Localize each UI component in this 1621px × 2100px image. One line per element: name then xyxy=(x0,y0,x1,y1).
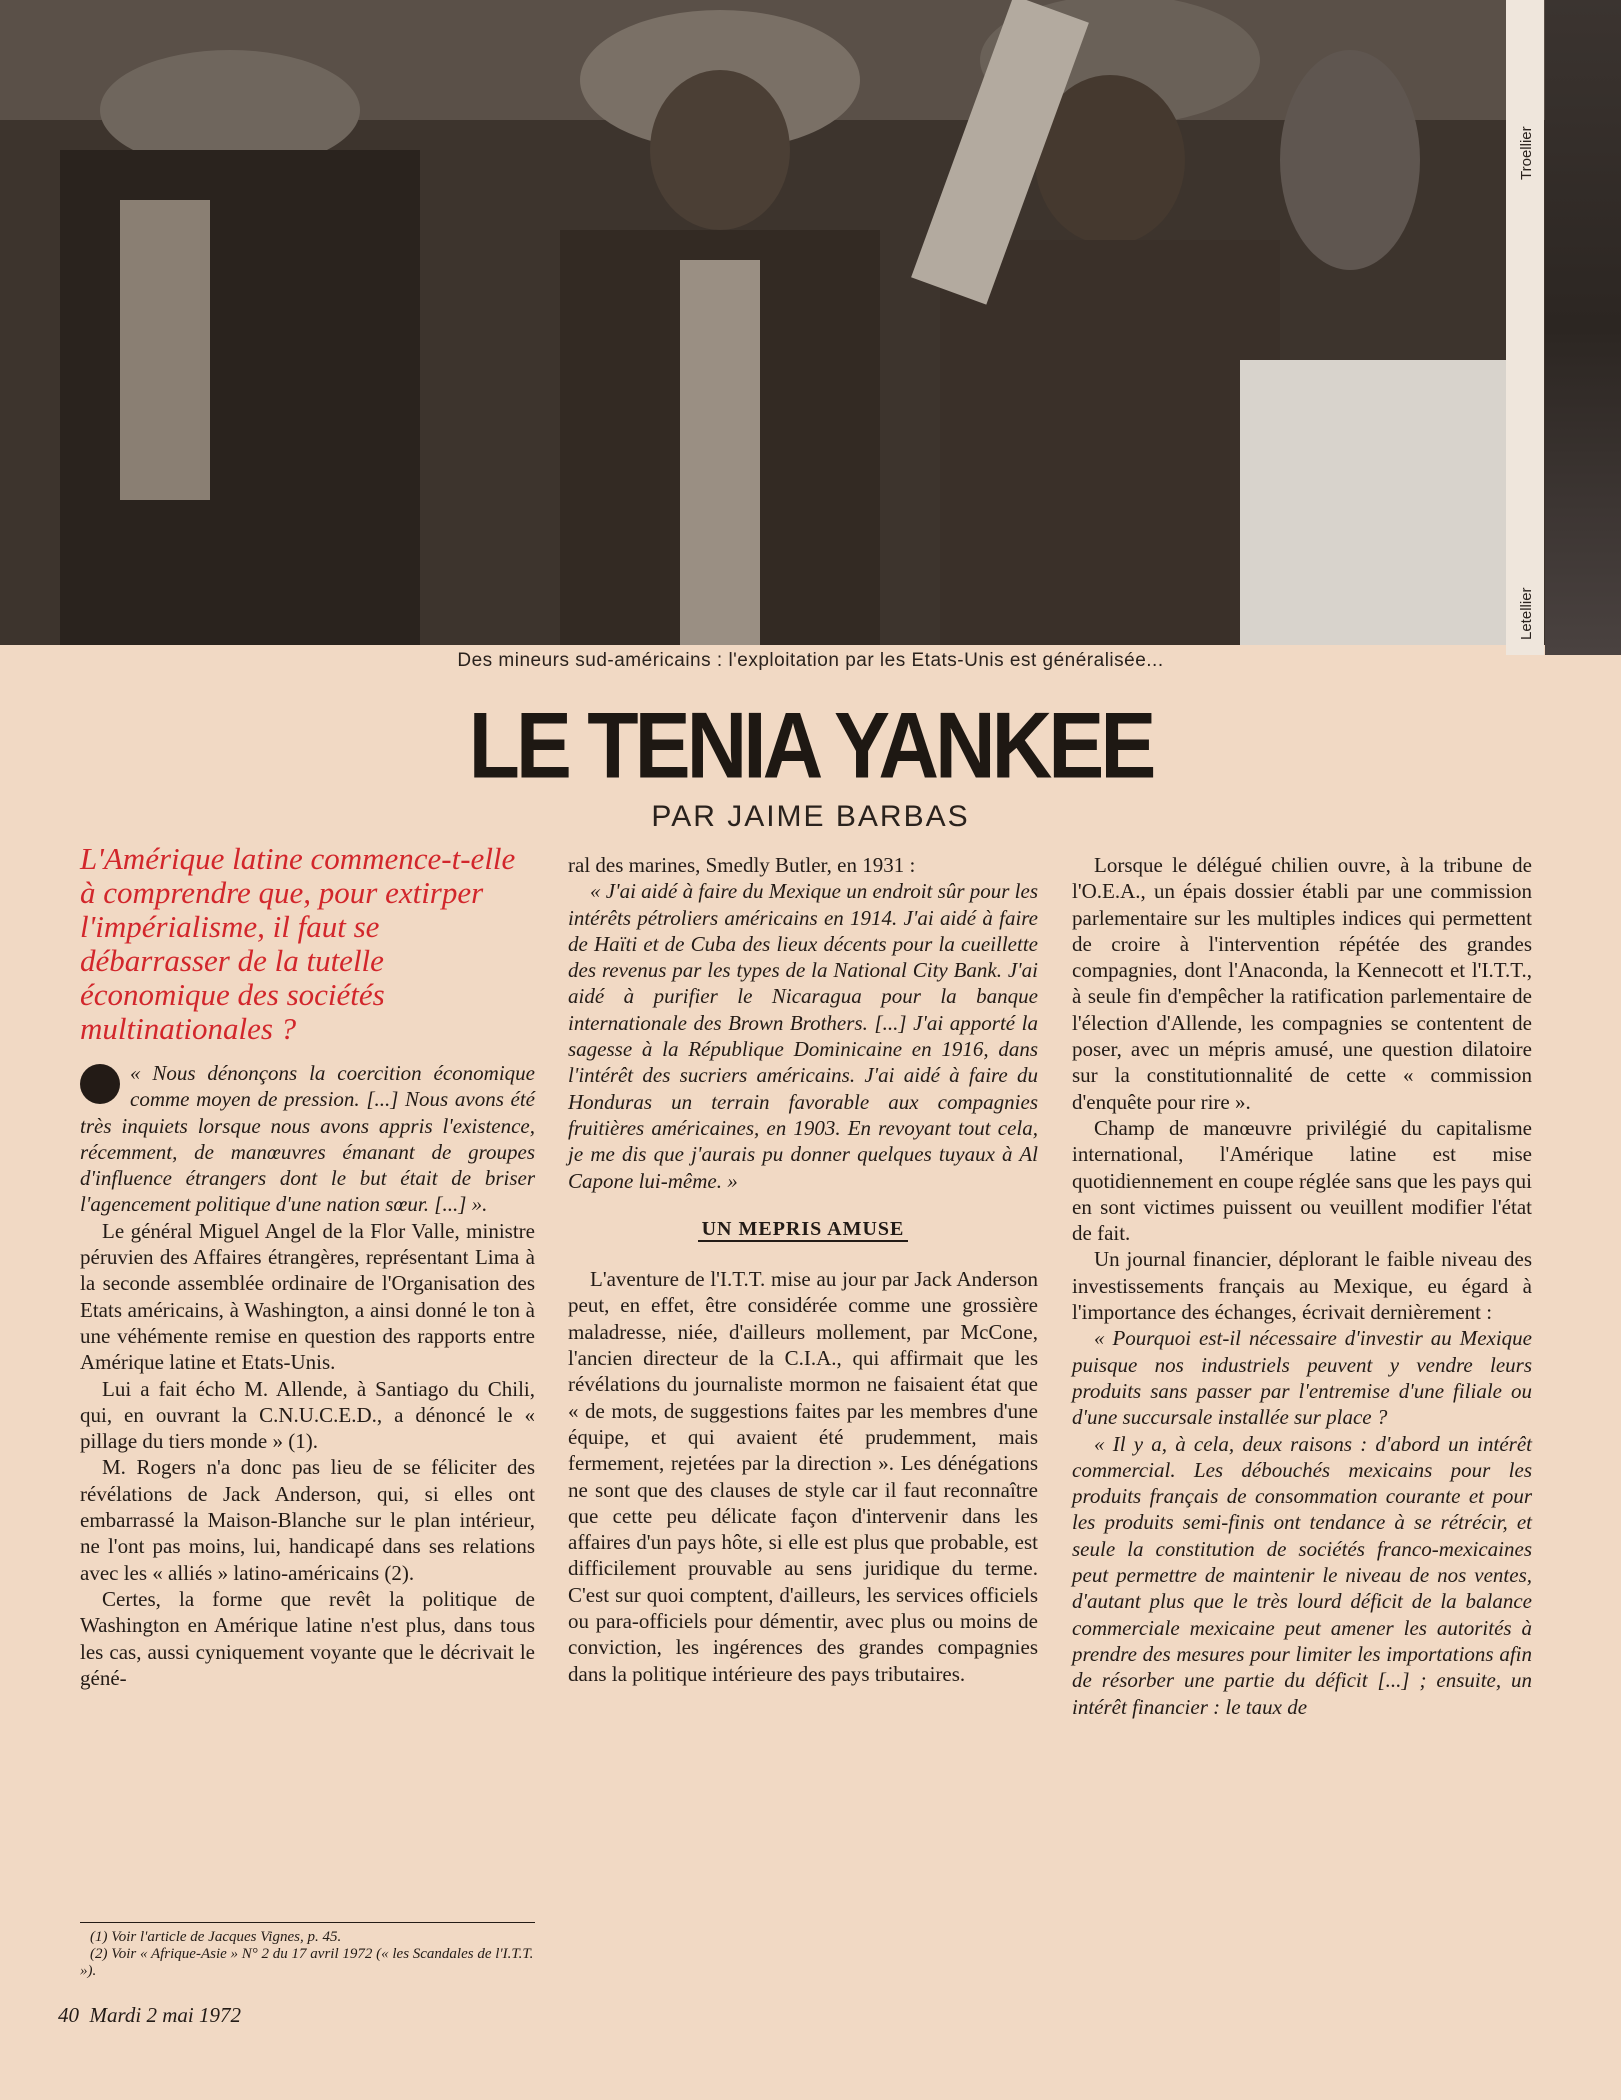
footnote-1: (1) Voir l'article de Jacques Vignes, p. 45. xyxy=(90,1929,342,1945)
paragraph: Lui a fait écho M. Allende, à Santiago du Chili, qui, en ouvrant la C.N.U.C.E.D., a dénoncé le « pillage du tiers monde » (1). xyxy=(80,1376,535,1454)
paragraph: Lorsque le délégué chilien ouvre, à la tribune de l'O.E.A., un épais dossier établi par une commission parlementaire sur les multiples indices qui permettent de croire à l'intervention répétée des grandes compagnies, dont l'Anaconda, la Kennecott et l'I.T.T., à seule fin d'empêcher la ratification parlementaire de l'élection d'Allende, les compagnies se contentent de poser, avec un mépris amusé, une question dilatoire sur la constitutionnalité de cette « commission d'enquête pour rire ». xyxy=(1072,853,1532,1114)
section-subhead: UN MEPRIS AMUSE xyxy=(568,1216,1038,1242)
article-title: LE TENIA YANKEE xyxy=(468,692,1153,798)
footnotes xyxy=(80,1922,535,1980)
paragraph: Un journal financier, déplorant le faible niveau des investissements français au Mexique, eu égard à l'importance des échanges, écrivait dernièrement : xyxy=(1072,1247,1532,1325)
column-1 xyxy=(80,842,535,1691)
butler-quote: « J'ai aidé à faire du Mexique un endroit sûr pour les intérêts pétroliers américains en 1914. J'ai aidé à faire de Haïti et de Cuba des lieux décents pour la cueillette des revenus par les types de la National City Bank. J'ai aidé à purifier le Nicaragua pour la banque internationale des Brown Brothers. [...] J'ai apporté la sagesse à la République Dominicaine en 1916, dans l'intérêt des sucriers américains. J'ai aidé à faire du Honduras un terrain favorable aux compagnies fruitières américaines, en 1903. En revoyant tout cela, je me dis que j'aurais pu donner quelques tuyaux à Al Capone lui-même. » xyxy=(568,879,1038,1193)
page-folio xyxy=(58,2003,241,2028)
article-lead: L'Amérique latine commence-t-elle à comprendre que, pour extirper l'impérialisme, il faut se débarrasser de la tutelle économique des sociétés multinationales ? xyxy=(80,841,516,1046)
article-byline: PAR JAIME BARBAS xyxy=(651,800,970,833)
photo-credit-letellier: Letellier xyxy=(1518,587,1535,640)
paragraph: Certes, la forme que revêt la politique de Washington en Amérique latine n'est plus, dans tous les cas, aussi cyniquement voyante que le décrivait le géné- xyxy=(80,1586,535,1690)
paragraph: M. Rogers n'a donc pas lieu de se féliciter des révélations de Jack Anderson, qui, si elles ont embarrassé la Maison-Blanche sur le plan intérieur, ne l'ont pas moins, lui, handicapé dans ses relations avec les « alliés » latino-américains (2). xyxy=(80,1455,535,1585)
page-number: 40 xyxy=(58,2003,79,2027)
journal-quote-1: « Pourquoi est-il nécessaire d'investir au Mexique puisque nos industriels peuvent y vendre leurs produits sans passer par l'entremise d'une filiale ou d'une succursale installée sur place ? xyxy=(1072,1326,1532,1430)
paragraph: Le général Miguel Angel de la Flor Valle, ministre péruvien des Affaires étrangères, représentant Lima à la seconde assemblée ordinaire de l'Organisation des Etats américains, à Washington, a ainsi donné le ton à une véhémente remise en question des rapports entre Amérique latine et Etats-Unis. xyxy=(80,1218,535,1375)
miners-photo-illustration xyxy=(0,0,1545,645)
paragraph: Champ de manœuvre privilégié du capitalisme international, l'Amérique latine est mise quotidiennement en coupe réglée sans que les pays qui en sont victimes puissent ou veuillent modifier l'état de fait. xyxy=(1072,1115,1532,1246)
issue-date: Mardi 2 mai 1972 xyxy=(89,2003,241,2027)
paragraph: L'aventure de l'I.T.T. mise au jour par Jack Anderson peut, en effet, être considérée comme une grossière maladresse, niée, d'ailleurs mollement, par McCone, l'ancien directeur de la C.I.A., qui affirmait que les révélations du journaliste mormon ne faisaient état que « de mots, de suggestions faites par les membres d'une équipe, et qui avaient été prudemment, mais fermement, rejetées par la direction ». Les dénégations ne sont que des clauses de style car il faut reconnaître que cette peu délicate façon d'intervenir dans les affaires d'un pays hôte, si elle est plus que probable, est difficilement prouvable au sens juridique du terme. C'est sur quoi comptent, d'ailleurs, les services officiels ou para-officiels pour démentir, avec plus ou moins de conviction, les ingérences des grandes compagnies dans la politique intérieure des pays tributaires. xyxy=(568,1267,1038,1686)
photo-credit-strip xyxy=(1506,0,1544,655)
footnote-2: (2) Voir « Afrique-Asie » N° 2 du 17 avril 1972 (« les Scandales de l'I.T.T. »). xyxy=(80,1946,534,1979)
photo-side-strip xyxy=(1545,0,1621,655)
miners-photo xyxy=(0,0,1545,645)
photo-credit-troellier: Troellier xyxy=(1518,126,1535,180)
column-2 xyxy=(568,852,1038,1687)
column-3 xyxy=(1072,852,1532,1720)
opening-quote: « Nous dénonçons la coercition économique comme moyen de pression. [...] Nous avons été très inquiets lorsque nous avons appris l'existence, récemment, de manœuvres émanant de groupes d'influence étrangers dont le but était de briser l'agencement politique d'une nation sœur. [...] ». xyxy=(80,1061,535,1217)
photo-caption: Des mineurs sud-américains : l'exploitation par les Etats-Unis est généralisée... xyxy=(457,650,1164,671)
paragraph: ral des marines, Smedly Butler, en 1931 : xyxy=(568,853,916,877)
journal-quote-2: « Il y a, à cela, deux raisons : d'abord un intérêt commercial. Les débouchés mexicains pour les produits français de consommation courante et pour les produits semi-finis ont tendance à se rétrécir, et seule la constitution de sociétés franco-mexicaines peut permettre de maintenir le niveau de nos ventes, d'autant plus que le très lourd déficit de la balance commerciale mexicaine peut amener les autorités à prendre des mesures pour limiter les importations afin de résorber une partie du déficit [...] ; ensuite, un intérêt financier : le taux de xyxy=(1072,1431,1532,1719)
drop-bullet-icon xyxy=(80,1064,120,1104)
